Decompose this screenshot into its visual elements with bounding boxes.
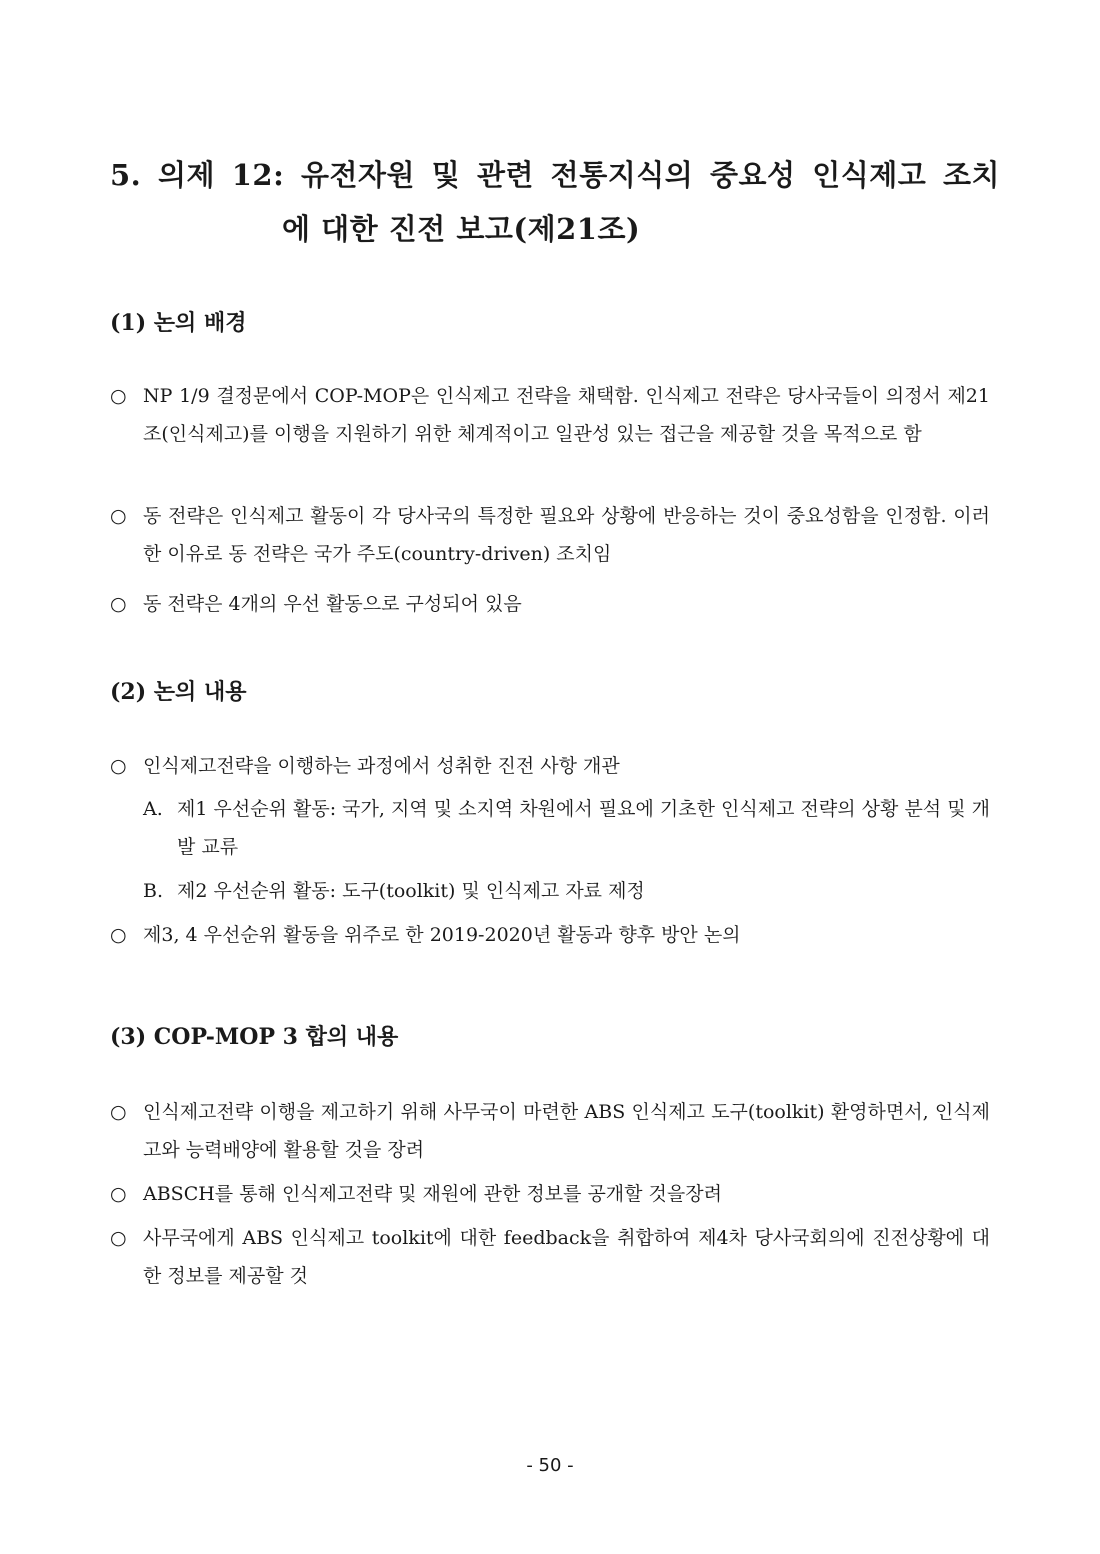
bullet-text: NP 1/9 결정문에서 COP-MOP은 인식제고 전략을 채택함. 인식제고 전략은 당사국들이 의정서 제21조(인식제고)를 이행을 지원하기 위한 체계적이고 일관성 있는 접근을 제공할 것을 목적으로 함: [143, 385, 990, 445]
page-number: - 50 -: [526, 1455, 574, 1476]
sub-item-letter: A.: [143, 798, 163, 820]
bullet-circle-icon: ○: [110, 1183, 127, 1205]
bullet-text: 제3, 4 우선순위 활동을 위주로 한 2019-2020년 활동과 향후 방안 논의: [143, 924, 741, 946]
sub-list-item: [143, 872, 990, 910]
bullet-text: 인식제고전략을 이행하는 과정에서 성취한 진전 사항 개관: [143, 755, 620, 777]
list-item: [110, 916, 990, 954]
bullet-circle-icon: ○: [110, 755, 127, 777]
sub-list-item: [143, 790, 990, 866]
section-heading-background: (1) 논의 배경: [110, 310, 247, 336]
section-heading-discussion: (2) 논의 내용: [110, 679, 247, 705]
bullet-circle-icon: ○: [110, 593, 127, 615]
bullet-circle-icon: ○: [110, 385, 127, 407]
list-item: [110, 497, 990, 573]
bullet-circle-icon: ○: [110, 1101, 127, 1123]
bullet-text: 동 전략은 인식제고 활동이 각 당사국의 특정한 필요와 상황에 반응하는 것이 중요성함을 인정함. 이러한 이유로 동 전략은 국가 주도(country-driven) 조치임: [143, 505, 990, 565]
bullet-circle-icon: ○: [110, 1227, 127, 1249]
list-item: [110, 1175, 990, 1213]
list-item: [110, 747, 990, 785]
bullet-circle-icon: ○: [110, 924, 127, 946]
document-title: [110, 148, 1000, 256]
bullet-text: ABSCH를 통해 인식제고전략 및 재원에 관한 정보를 공개할 것을장려: [143, 1183, 722, 1205]
bullet-text: 동 전략은 4개의 우선 활동으로 구성되어 있음: [143, 593, 522, 615]
bullet-text: 사무국에게 ABS 인식제고 toolkit에 대한 feedback을 취합하여 제4차 당사국회의에 진전상황에 대한 정보를 제공할 것: [143, 1227, 990, 1287]
section-heading-agreement: (3) COP-MOP 3 합의 내용: [110, 1024, 399, 1050]
bullet-text: 인식제고전략 이행을 제고하기 위해 사무국이 마련한 ABS 인식제고 도구(toolkit) 환영하면서, 인식제고와 능력배양에 활용할 것을 장려: [143, 1101, 990, 1161]
list-item: [110, 585, 990, 623]
title-line-2: 에 대한 진전 보고(제21조): [282, 212, 641, 246]
sub-item-text: 제1 우선순위 활동: 국가, 지역 및 소지역 차원에서 필요에 기초한 인식제고 전략의 상황 분석 및 개발 교류: [177, 798, 990, 858]
list-item: [110, 1219, 990, 1295]
sub-item-text: 제2 우선순위 활동: 도구(toolkit) 및 인식제고 자료 제정: [177, 880, 645, 902]
title-line-1: 5. 의제 12: 유전자원 및 관련 전통지식의 중요성 인식제고 조치: [110, 158, 1000, 192]
bullet-circle-icon: ○: [110, 505, 127, 527]
list-item: [110, 377, 990, 453]
sub-item-letter: B.: [143, 880, 164, 902]
list-item: [110, 1093, 990, 1169]
